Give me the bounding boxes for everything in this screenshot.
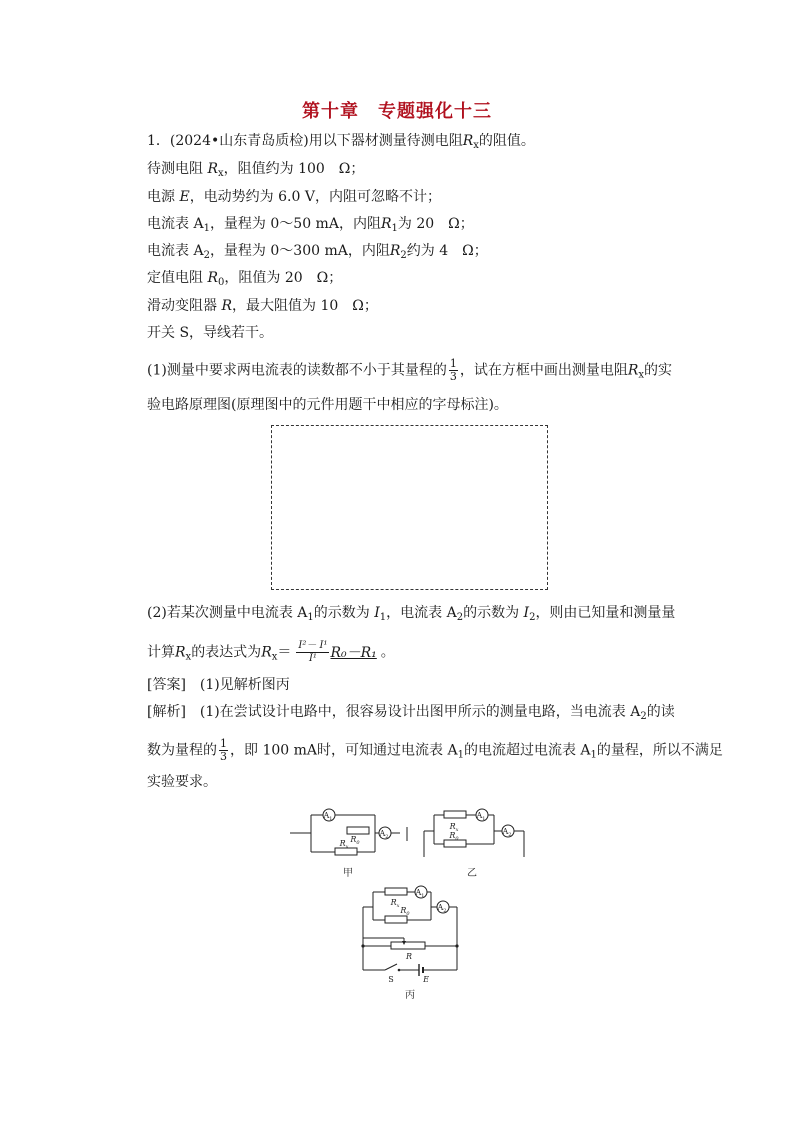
expression-fraction: $\frac{\text{I²－ I¹}}{\text{I¹}}$ [298,640,328,664]
figure-yi-caption: 乙 [467,868,477,879]
circuit-figure-bing [355,882,465,1002]
answer-tag: [答案] [147,677,186,693]
fraction-one-third: $\frac{1}{3}$ [449,357,457,383]
answer-drawing-box [271,425,548,590]
circuit-figure-yi [412,805,532,880]
figure-bing-e-label: E [423,975,429,984]
figure-jia-a1-label: $A_1$ [323,811,333,822]
figure-yi-rx-label: $R_x$ [449,822,459,833]
figure-jia-r0-label: $R_0$ [350,835,360,846]
circuit-figure-jia [285,805,425,880]
analysis-line1: [解析] (1)在尝试设计电路中，很容易设计出图甲所示的测量电路，当电流表 $A_2$的读 [147,704,675,722]
item-rx: 待测电阻 $R_x$，阻值约为 100 Ω； [147,161,365,179]
figure-yi-a2-label: $A_2$ [502,827,512,838]
item-rheostat: 滑动变阻器 R，最大阻值为 10 Ω； [147,298,378,314]
figure-bing-rx-label: $R_x$ [390,898,400,909]
figure-bing-caption: 丙 [405,990,415,1001]
figure-bing-a1-label: $A_1$ [415,888,425,899]
figure-yi-r0-label: $R_0$ [449,831,459,842]
figure-bing-a2-label: $A_2$ [437,903,447,914]
item-source: 电源 E，电动势约为 6.0 V，内阻可忽略不计； [147,189,441,205]
fraction-one-third: $\frac{1}{3}$ [220,737,227,763]
item-fixed-resistor: 定值电阻 $R_0$，阻值为 20 Ω； [147,270,343,288]
answer-line: [答案] (1)见解析图丙 [147,677,290,693]
item-ammeter-a1: 电流表 $A_1$，量程为 0～50 mA，内阻$R_1$为 20 Ω； [147,216,474,234]
figure-jia-rx-label: $R_x$ [339,839,349,850]
figure-bing-r0-label: $R_0$ [400,906,410,917]
analysis-tag: [解析] [147,704,186,720]
part2-line2: 计算$R_x$的表达式为$R_x=$ $\frac{\text{I²－ I¹}}{\text{I¹}}$ R₀－R₁ 。 [147,640,395,664]
figure-jia-a2-label: $A_2$ [379,829,389,840]
figure-bing-r-label: R [405,952,413,961]
part1-line2: 验电路原理图(原理图中的元件用题干中相应的字母标注)。 [147,397,508,413]
part1-line1: (1)测量中要求两电流表的读数都不小于其量程的 $\frac{1}{3}$ ，试在方框中画出测量电阻$R_x$的实 [147,357,673,383]
analysis-line3: 实验要求。 [147,774,217,790]
figure-bing-s-label: S [388,975,394,984]
question-intro: 1．(2024•山东青岛质检)用以下器材测量待测电阻$R_x$的阻值。 [147,133,535,151]
item-ammeter-a2: 电流表 $A_2$，量程为 0～300 mA，内阻$R_2$约为 4 Ω； [147,243,488,261]
figure-jia-caption: 甲 [343,868,353,879]
analysis-line2: 数为量程的 $\frac{1}{3}$ ，即 100 mA时，可知通过电流表 $A_1$的电流超过电流表 $A_1$的量程，所以不满足 [147,737,723,763]
expression-blank: $\frac{\text{I²－ I¹}}{\text{I¹}}$ R₀－R₁ [298,640,377,664]
item-switch: 开关 S，导线若干。 [147,325,274,341]
figure-yi-a1-label: $A_1$ [476,811,486,822]
page-title: 第十章 专题强化十三 [302,101,492,122]
part2-line1: (2)若某次测量中电流表 $A_1$的示数为 $I_1$，电流表 $A_2$的示数为 $I_2$，则由已知量和测量量 [147,605,676,623]
